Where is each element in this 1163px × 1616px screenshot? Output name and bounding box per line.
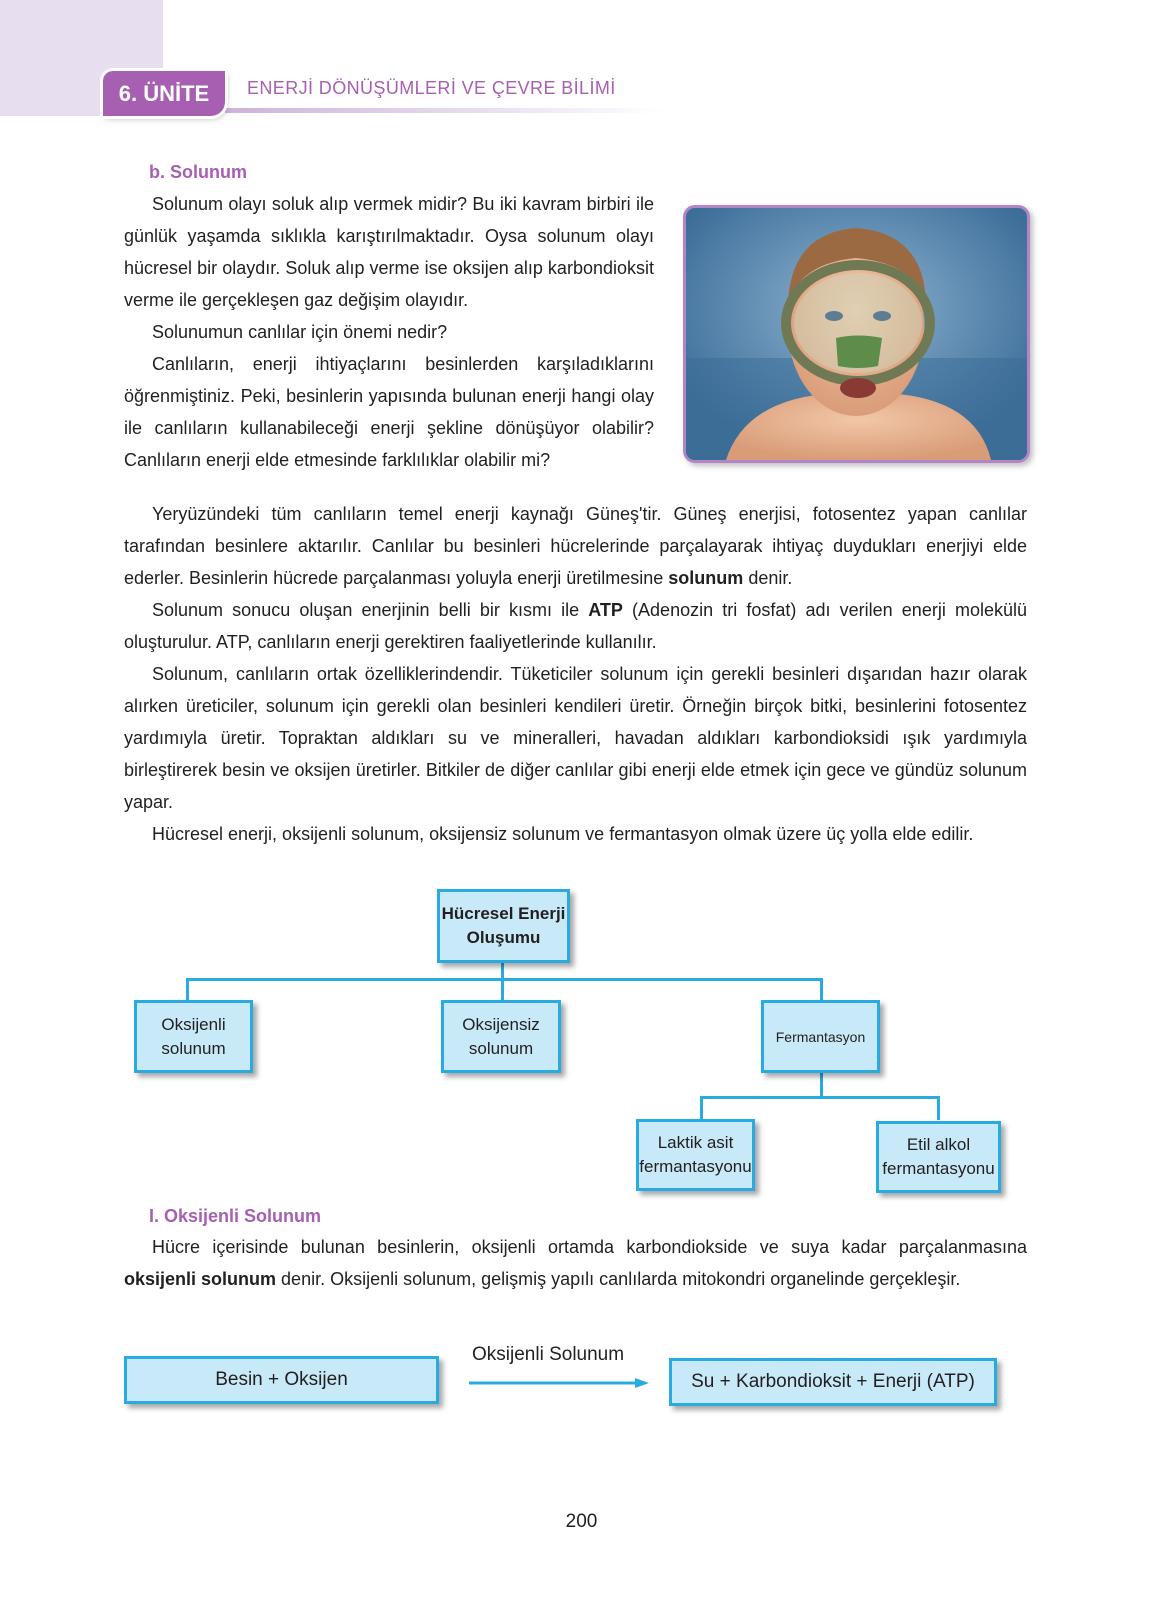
- connector: [700, 1096, 940, 1099]
- right-arrow-icon: [469, 1375, 651, 1391]
- box-oksijenli-solunum: Oksijenli solunum: [134, 1000, 253, 1073]
- connector: [186, 978, 189, 1000]
- connector: [501, 978, 504, 1000]
- paragraph: Hücre içerisinde bulunan besinlerin, oksijenli ortamda karbondiokside ve suya kadar parçalanmasına oksijenli solunum denir. Oksijenli solunum, gelişmiş yapılı canlılarda mitokondri organelinde gerçekleşir.: [124, 1237, 1027, 1289]
- connector: [820, 1073, 823, 1098]
- connector: [700, 1096, 703, 1120]
- box-laktik-asit: Laktik asit fermantasyonu: [636, 1119, 755, 1191]
- paragraph: Yeryüzündeki tüm canlıların temel enerji kaynağı Güneş'tir. Güneş enerjisi, fotosentez yapan canlılar tarafından besinlere aktarılır. Canlılar bu besinleri hücrelerinde parçalayarak ihtiyaç duydukları enerjiyi elde ederler. Besinlerin hücrede parçalanması yoluyla enerji üretilmesine solunum denir.: [124, 504, 1027, 588]
- paragraph: Solunum sonucu oluşan enerjinin belli bir kısmı ile ATP (Adenozin tri fosfat) adı verilen enerji molekülü oluşturulur. ATP, canlıların enerji gerektiren faaliyetlerinde kullanılır.: [124, 600, 1027, 652]
- paragraph: Solunum, canlıların ortak özelliklerindendir. Tüketiciler solunum için gerekli besinleri dışarıdan hazır olarak alırken üreticiler, solunum için gerekli olan besinleri kendileri üretir. Örneğin birçok bitki, besinlerini fotosentez yardımıyla üretir. Topraktan aldıkları su ve mineralleri, havadan aldıkları karbondioksidi ışık yardımıyla birleştirerek besin ve oksijen üretirler. Bitkiler de diğer canlılar gibi enerji elde etmek için gece ve gündüz solunum yapar.: [124, 664, 1027, 812]
- aerobic-paragraph: [124, 1231, 1027, 1295]
- equation-arrow-label: Oksijenli Solunum: [472, 1344, 625, 1365]
- unit-badge: 6. ÜNİTE: [103, 71, 225, 116]
- connector: [820, 978, 823, 1000]
- equation-left-box: Besin + Oksijen: [124, 1356, 439, 1404]
- term-oksijenli-solunum: oksijenli solunum: [124, 1269, 277, 1289]
- box-etil-alkol: Etil alkol fermantasyonu: [876, 1121, 1001, 1193]
- connector: [937, 1096, 940, 1120]
- box-hucresel-enerji: Hücresel Enerji Oluşumu: [437, 889, 570, 963]
- paragraph: Hücresel enerji, oksijenli solunum, oksijensiz solunum ve fermantasyon olmak üzere üç yolla elde edilir.: [152, 824, 974, 844]
- paragraph: Solunum olayı soluk alıp vermek midir? Bu iki kavram birbiri ile günlük yaşamda sıklıkla karıştırılmaktadır. Oysa solunum olayı hücresel bir olaydır. Soluk alıp verme ise oksijen alıp karbondioksit verme ile gerçekleşen gaz değişim olayıdır.: [124, 194, 654, 310]
- paragraph: Canlıların, enerji ihtiyaçlarını besinlerden karşıladıklarını öğrenmiştiniz. Peki, besinlerin yapısında bulunan enerji hangi olay ile canlıların kullanabileceği enerji şekline dönüşüyor olabilir? Canlıların enerji elde etmesinde farklılıklar olabilir mi?: [124, 354, 654, 470]
- page-number: 200: [565, 1511, 598, 1532]
- header-underline: [225, 108, 665, 113]
- main-paragraphs: [124, 498, 1027, 850]
- term-atp: ATP: [588, 600, 623, 620]
- section-heading-solunum: b. Solunum: [149, 162, 247, 182]
- paragraph: Solunumun canlılar için önemi nedir?: [152, 322, 448, 342]
- boy-mask-illustration: [686, 208, 1027, 460]
- equation-right-box: Su + Karbondioksit + Enerji (ATP): [669, 1358, 997, 1406]
- photo-boy-diving-mask: [683, 205, 1030, 463]
- section-heading-oksijenli-solunum: I. Oksijenli Solunum: [149, 1206, 322, 1226]
- connector: [186, 978, 823, 981]
- box-fermantasyon: Fermantasyon: [761, 1000, 880, 1073]
- unit-title: ENERJİ DÖNÜŞÜMLERİ VE ÇEVRE BİLİMİ: [247, 78, 616, 98]
- term-solunum: solunum: [668, 568, 744, 588]
- intro-paragraphs: [124, 188, 654, 476]
- box-oksijensiz-solunum: Oksijensiz solunum: [441, 1000, 561, 1073]
